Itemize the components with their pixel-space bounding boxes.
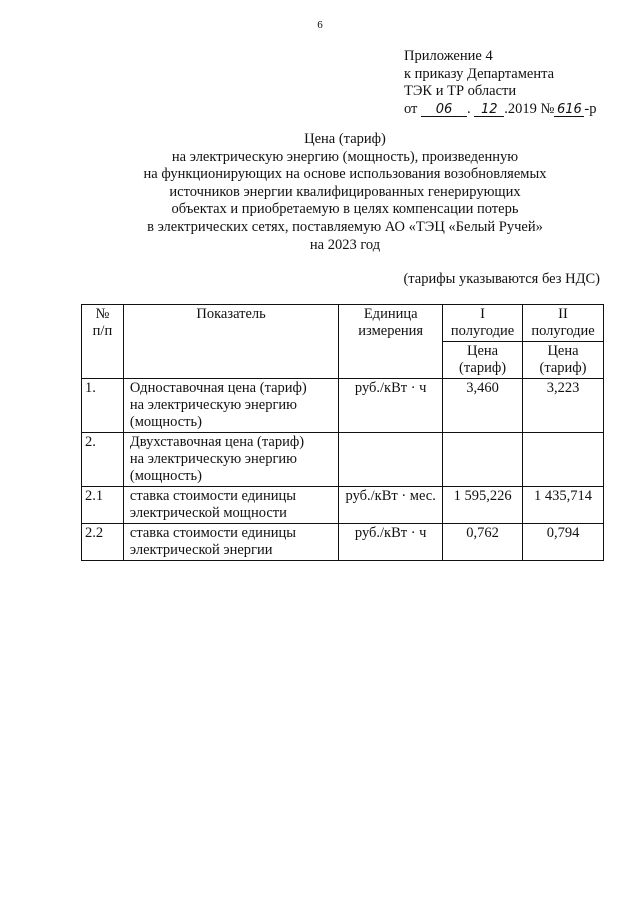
- header-half-2: II полугодие: [523, 305, 604, 342]
- row-indicator: Одноставочная цена (тариф) на электрическую энергию (мощность): [123, 379, 338, 433]
- row-indicator: ставка стоимости единицы электрической энергии: [123, 524, 338, 561]
- header-half-1: I полугодие: [443, 305, 523, 342]
- title-line: в электрических сетях, поставляемую АО «ТЭЦ «Белый Ручей»: [147, 218, 543, 235]
- header-num: № п/п: [82, 305, 124, 379]
- row-unit: руб./кВт · мес.: [339, 487, 443, 524]
- table-header-row: [82, 305, 604, 342]
- row-value-half-2: 0,794: [523, 524, 604, 561]
- row-value-half-2: [523, 433, 604, 487]
- row-value-half-2: 1 435,714: [523, 487, 604, 524]
- row-num: 2.1: [82, 487, 124, 524]
- title-line: на электрическую энергию (мощность), произведенную: [171, 148, 519, 165]
- tariff-table: [81, 304, 604, 561]
- row-value-half-1: 3,460: [443, 379, 523, 433]
- title-line: на 2023 год: [309, 236, 381, 253]
- table-row: [82, 433, 604, 487]
- date-prefix: от: [404, 100, 418, 117]
- appendix-line: к приказу Департамента: [404, 65, 555, 82]
- row-indicator: Двухставочная цена (тариф) на электрическую энергию (мощность): [123, 433, 338, 487]
- page-number: 6: [317, 19, 323, 31]
- header-price-1: Цена (тариф): [443, 342, 523, 379]
- table-row: [82, 524, 604, 561]
- table-row: [82, 487, 604, 524]
- appendix-line: ТЭК и ТР области: [404, 83, 517, 99]
- table-row: [82, 379, 604, 433]
- number-suffix: -р: [584, 100, 597, 117]
- order-day: 06: [421, 103, 467, 117]
- row-indicator: ставка стоимости единицы электрической мощности: [123, 487, 338, 524]
- header-indicator: Показатель: [123, 305, 338, 379]
- order-date-number-line: от 06 . 12 .2019 № 616 -р: [404, 100, 597, 117]
- appendix-line: Приложение 4: [404, 48, 493, 64]
- row-unit: руб./кВт · ч: [339, 379, 443, 433]
- order-number: 616: [554, 103, 584, 117]
- row-unit: руб./кВт · ч: [339, 524, 443, 561]
- title-line: объектах и приобретаемую в целях компенсации потерь: [171, 201, 519, 218]
- appendix-block: [404, 48, 596, 118]
- row-num: 1.: [82, 379, 124, 433]
- row-num: 2.2: [82, 524, 124, 561]
- row-value-half-1: 0,762: [443, 524, 523, 561]
- title-line: Цена (тариф): [304, 131, 386, 147]
- row-value-half-1: 1 595,226: [443, 487, 523, 524]
- title-line: источников энергии квалифицированных генерирующих: [169, 183, 521, 200]
- row-value-half-2: 3,223: [523, 379, 604, 433]
- row-value-half-1: [443, 433, 523, 487]
- row-num: 2.: [82, 433, 124, 487]
- order-month: 12: [474, 103, 504, 117]
- order-year: .2019: [504, 100, 537, 117]
- header-unit: Единица измерения: [339, 305, 443, 379]
- header-price-2: Цена (тариф): [523, 342, 604, 379]
- row-unit: [339, 433, 443, 487]
- title-line: на функционирующих на основе использования возобновляемых: [143, 166, 547, 183]
- document-title: [0, 131, 640, 254]
- number-prefix: №: [540, 100, 555, 117]
- vat-note: (тарифы указываются без НДС): [403, 271, 600, 287]
